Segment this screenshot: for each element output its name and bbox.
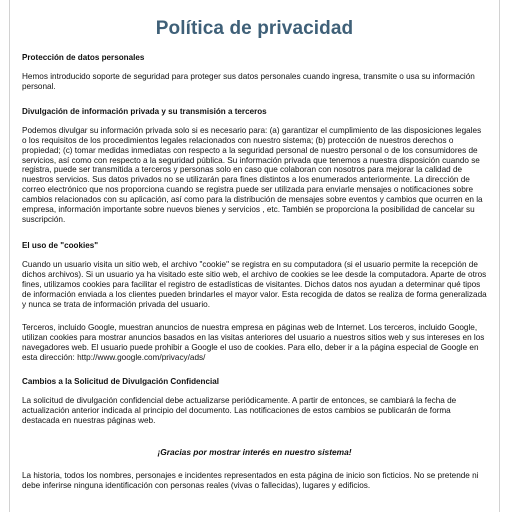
section-heading-disclosure: Divulgación de información privada y su transmisión a terceros (22, 106, 267, 116)
section-paragraph: La solicitud de divulgación confidencial debe actualizarse periódicamente. A partir de entonces, se cambiará la fecha de actualización anterior indicada al principio del documento. Las notificaciones de estos cambios se publicarán de forma destacada en nuestras páginas web. (22, 396, 457, 425)
section-heading-cookies: El uso de "cookies" (22, 240, 99, 250)
privacy-policy-page (9, 0, 500, 512)
disclaimer-paragraph: La historia, todos los nombres, personajes e incidentes representados en esta página de inicio son ficticios. No se pretende ni debe inferirse ninguna identificación con personas reales (vivas o fallecidas), lugares y edificios. (22, 470, 479, 490)
section-paragraph: Terceros, incluido Google, muestran anuncios de nuestra empresa en páginas web de Internet. Los terceros, incluido Google, utilizan cookies para mostrar anuncios basados en las visitas anteriores del usuario a nuestros sitios web y sus intereses en los navegadores web. El usuario puede prohibir a Google el uso de cookies. Para ello, deber ir a la página especial de Google en esta dirección: http://www.google.com/privacy/ads/ (22, 323, 485, 363)
section-heading-data-protection: Protección de datos personales (22, 53, 145, 62)
page-title: Política de privacidad (155, 18, 354, 39)
thanks-message: ¡Gracias por mostrar interés en nuestro sistema! (157, 446, 352, 457)
section-paragraph: Cuando un usuario visita un sitio web, el archivo "cookie" se registra en su computadora (si el usuario permite la recepción de dichos archivos). Si un usuario ya ha visitado este sitio web, el archivo de cookies se lee desde la computadora. Aparte de otros fines, utilizamos cookies para facilitar el registro de estadísticas de visitantes. Dichos datos nos ayudan a determinar qué tipos de información enviada a los clientes pueden brindarles el mayor valor. Esta recogida de datos se realiza de forma generalizada y nunca se trata de información privada del usuario. (22, 259, 487, 309)
section-paragraph: Hemos introducido soporte de seguridad para proteger sus datos personales cuando ingresa, transmite o usa su información personal. (22, 72, 475, 91)
section-heading-changes: Cambios a la Solicitud de Divulgación Confidencial (22, 377, 219, 387)
section-paragraph: Podemos divulgar su información privada solo si es necesario para: (a) garantizar el cumplimiento de las disposiciones legales o los requisitos de los procedimientos legales relacionados con nuestro sistema; (b) protección de nuestros derechos o propiedad; (c) tomar medidas inmediatas con respecto a la seguridad personal de nuestro personal o de los consumidores de servicios, así como con respecto a la seguridad pública. Su información privada que tenemos a nuestra disposición cuando se registra, puede ser transmitida a terceros y personas solo en caso que colaboran con nosotros para mejorar la calidad de nuestros servicios. Sus datos privados no se utilizarán para fines distintos a los enumerados anteriormente. La dirección de correo electrónico que nos proporciona cuando se registra puede ser utilizada para enviarle mensajes o notificaciones sobre cambios relacionados con su aplicación, así como para la distribución de mensajes sobre eventos y cambios que ocurren en la empresa, información importante sobre nuevos bienes y servicios , etc. También se proporciona la posibilidad de cancelar su suscripción. (22, 125, 483, 224)
